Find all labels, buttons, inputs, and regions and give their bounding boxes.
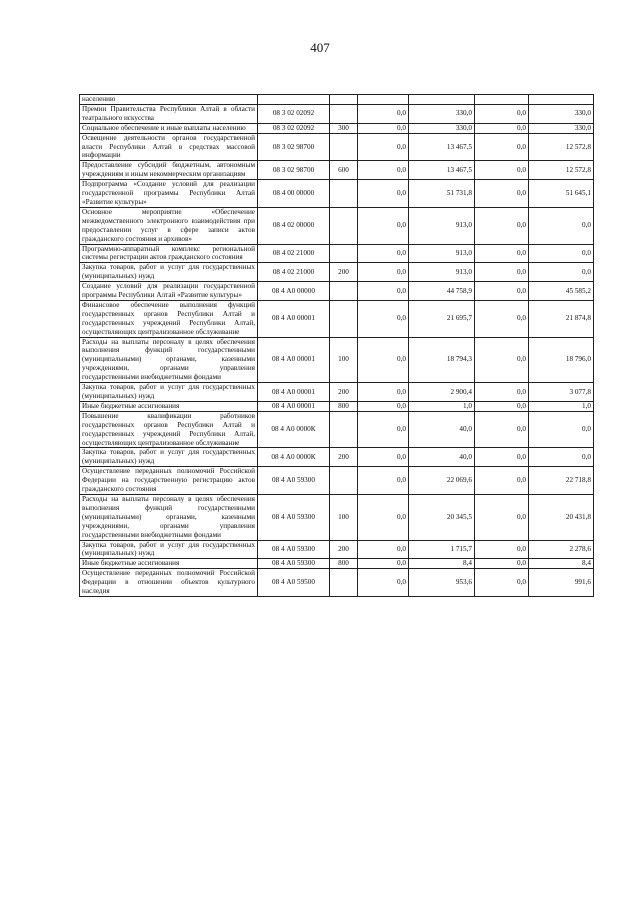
cell-amount-3: 0,0 <box>475 383 529 402</box>
budget-table <box>79 94 594 597</box>
cell-amount-1: 0,0 <box>358 383 409 402</box>
cell-amount-1: 0,0 <box>358 207 409 244</box>
cell-target-code: 08 4 А0 00001 <box>258 300 330 337</box>
cell-amount-4: 330,0 <box>529 104 594 123</box>
cell-target-code: 08 4 02 00000 <box>258 207 330 244</box>
cell-amount-1: 0,0 <box>358 282 409 301</box>
cell-amount-1: 0,0 <box>358 244 409 263</box>
cell-amount-2: 330,0 <box>409 123 475 133</box>
cell-amount-3: 0,0 <box>475 494 529 540</box>
cell-amount-4: 991,6 <box>529 569 594 597</box>
cell-amount-1 <box>358 95 409 105</box>
cell-amount-2: 51 731,8 <box>409 180 475 208</box>
cell-amount-1: 0,0 <box>358 559 409 569</box>
cell-amount-3: 0,0 <box>475 448 529 467</box>
cell-amount-2: 8,4 <box>409 559 475 569</box>
cell-amount-4: 45 585,2 <box>529 282 594 301</box>
cell-amount-1: 0,0 <box>358 123 409 133</box>
cell-expense-type: 300 <box>330 123 358 133</box>
table-row <box>80 104 594 123</box>
cell-amount-2 <box>409 95 475 105</box>
cell-name: Иные бюджетные ассигнования <box>80 559 258 569</box>
cell-amount-4: 12 572,8 <box>529 161 594 180</box>
cell-target-code: 08 4 00 00000 <box>258 180 330 208</box>
cell-amount-3: 0,0 <box>475 569 529 597</box>
cell-expense-type: 100 <box>330 337 358 383</box>
cell-amount-1: 0,0 <box>358 133 409 161</box>
cell-expense-type <box>330 411 358 448</box>
cell-amount-1: 0,0 <box>358 263 409 282</box>
cell-target-code: 08 4 А0 59300 <box>258 540 330 559</box>
table-row <box>80 300 594 337</box>
cell-amount-3: 0,0 <box>475 180 529 208</box>
cell-amount-1: 0,0 <box>358 180 409 208</box>
cell-amount-4: 330,0 <box>529 123 594 133</box>
cell-amount-3: 0,0 <box>475 104 529 123</box>
cell-amount-4: 18 796,0 <box>529 337 594 383</box>
cell-expense-type: 200 <box>330 383 358 402</box>
cell-amount-3: 0,0 <box>475 559 529 569</box>
table-row <box>80 540 594 559</box>
cell-name: Социальное обеспечение и иные выплаты населению <box>80 123 258 133</box>
cell-amount-4: 12 572,8 <box>529 133 594 161</box>
table-row <box>80 263 594 282</box>
cell-amount-2: 1,0 <box>409 401 475 411</box>
table-row <box>80 494 594 540</box>
cell-amount-4: 2 278,6 <box>529 540 594 559</box>
cell-target-code: 08 4 А0 00000 <box>258 282 330 301</box>
cell-amount-1: 0,0 <box>358 467 409 495</box>
cell-name: Закупка товаров, работ и услуг для государственных (муниципальных) нужд <box>80 448 258 467</box>
cell-expense-type <box>330 244 358 263</box>
cell-target-code: 08 3 02 02092 <box>258 104 330 123</box>
cell-amount-3: 0,0 <box>475 401 529 411</box>
cell-amount-3: 0,0 <box>475 411 529 448</box>
table-row <box>80 207 594 244</box>
cell-amount-2: 330,0 <box>409 104 475 123</box>
cell-target-code: 08 4 А0 00001 <box>258 383 330 402</box>
table-row <box>80 123 594 133</box>
cell-amount-1: 0,0 <box>358 401 409 411</box>
cell-amount-4: 21 874,8 <box>529 300 594 337</box>
cell-name: Иные бюджетные ассигнования <box>80 401 258 411</box>
cell-amount-2: 913,0 <box>409 207 475 244</box>
cell-expense-type <box>330 207 358 244</box>
cell-amount-4: 20 431,8 <box>529 494 594 540</box>
cell-amount-4: 0,0 <box>529 263 594 282</box>
cell-name: Расходы на выплаты персоналу в целях обеспечения выполнения функций государственными (муниципальными) органами, казенными учреждениями, органами управления государственными внебюджетными фондами <box>80 337 258 383</box>
cell-expense-type <box>330 569 358 597</box>
cell-amount-2: 953,6 <box>409 569 475 597</box>
table-row <box>80 448 594 467</box>
cell-name: Расходы на выплаты персоналу в целях обеспечения выполнения функций государственными (муниципальными) органами, казенными учреждениями, органами управления государственными внебюджетными фондами <box>80 494 258 540</box>
budget-table-body <box>80 95 594 597</box>
table-row <box>80 467 594 495</box>
cell-target-code: 08 3 02 98700 <box>258 161 330 180</box>
cell-expense-type <box>330 180 358 208</box>
cell-amount-4: 0,0 <box>529 207 594 244</box>
cell-amount-1: 0,0 <box>358 448 409 467</box>
cell-amount-2: 20 345,5 <box>409 494 475 540</box>
table-row <box>80 161 594 180</box>
cell-amount-1: 0,0 <box>358 494 409 540</box>
cell-amount-3: 0,0 <box>475 263 529 282</box>
cell-target-code: 08 3 02 02092 <box>258 123 330 133</box>
cell-expense-type: 200 <box>330 540 358 559</box>
cell-target-code: 08 4 02 21000 <box>258 263 330 282</box>
cell-target-code: 08 3 02 98700 <box>258 133 330 161</box>
cell-amount-4 <box>529 95 594 105</box>
cell-amount-2: 13 467,5 <box>409 133 475 161</box>
cell-expense-type: 200 <box>330 263 358 282</box>
table-row <box>80 180 594 208</box>
cell-name: Закупка товаров, работ и услуг для государственных (муниципальных) нужд <box>80 383 258 402</box>
cell-expense-type <box>330 133 358 161</box>
cell-amount-2: 18 794,3 <box>409 337 475 383</box>
cell-amount-3: 0,0 <box>475 467 529 495</box>
page-number: 407 <box>310 40 330 55</box>
cell-amount-4: 22 718,8 <box>529 467 594 495</box>
cell-amount-4: 1,0 <box>529 401 594 411</box>
cell-name: Создание условий для реализации государственной программы Республики Алтай «Развитие культуры» <box>80 282 258 301</box>
cell-target-code: 08 4 А0 00001 <box>258 401 330 411</box>
cell-amount-2: 21 695,7 <box>409 300 475 337</box>
cell-amount-4: 3 077,8 <box>529 383 594 402</box>
cell-amount-1: 0,0 <box>358 569 409 597</box>
cell-expense-type <box>330 282 358 301</box>
cell-name: Осуществление переданных полномочий Российской Федерации на государственную регистрацию актов гражданского состояния <box>80 467 258 495</box>
cell-expense-type <box>330 95 358 105</box>
cell-amount-3: 0,0 <box>475 300 529 337</box>
cell-target-code: 08 4 А0 00001 <box>258 337 330 383</box>
cell-name: Подпрограмма «Создание условий для реализации государственной программы Республики Алтай «Развитие культуры» <box>80 180 258 208</box>
cell-amount-3: 0,0 <box>475 161 529 180</box>
table-row <box>80 559 594 569</box>
table-row <box>80 337 594 383</box>
table-row <box>80 383 594 402</box>
cell-amount-2: 40,0 <box>409 448 475 467</box>
cell-amount-1: 0,0 <box>358 104 409 123</box>
table-row <box>80 133 594 161</box>
cell-target-code <box>258 95 330 105</box>
cell-amount-2: 913,0 <box>409 244 475 263</box>
table-row <box>80 95 594 105</box>
cell-amount-3: 0,0 <box>475 282 529 301</box>
cell-target-code: 08 4 А0 0000К <box>258 411 330 448</box>
cell-amount-2: 13 467,5 <box>409 161 475 180</box>
cell-name: Закупка товаров, работ и услуг для государственных (муниципальных) нужд <box>80 540 258 559</box>
cell-amount-2: 1 715,7 <box>409 540 475 559</box>
cell-amount-4: 8,4 <box>529 559 594 569</box>
cell-target-code: 08 4 02 21000 <box>258 244 330 263</box>
cell-amount-2: 44 758,9 <box>409 282 475 301</box>
cell-amount-3: 0,0 <box>475 207 529 244</box>
cell-name: Программно-аппаратный комплекс региональной системы регистрации актов гражданского состояния <box>80 244 258 263</box>
cell-amount-2: 913,0 <box>409 263 475 282</box>
cell-amount-2: 2 900,4 <box>409 383 475 402</box>
cell-amount-3: 0,0 <box>475 244 529 263</box>
table-row <box>80 244 594 263</box>
cell-expense-type <box>330 300 358 337</box>
cell-expense-type: 100 <box>330 494 358 540</box>
cell-expense-type: 200 <box>330 448 358 467</box>
cell-expense-type: 800 <box>330 559 358 569</box>
cell-target-code: 08 4 А0 59300 <box>258 467 330 495</box>
table-row <box>80 569 594 597</box>
cell-amount-4: 0,0 <box>529 448 594 467</box>
cell-amount-1: 0,0 <box>358 540 409 559</box>
cell-expense-type <box>330 467 358 495</box>
table-row <box>80 401 594 411</box>
cell-expense-type: 600 <box>330 161 358 180</box>
cell-amount-4: 51 645,1 <box>529 180 594 208</box>
cell-amount-1: 0,0 <box>358 161 409 180</box>
cell-name: Премии Правительства Республики Алтай в области театрального искусства <box>80 104 258 123</box>
table-row <box>80 411 594 448</box>
table-row <box>80 282 594 301</box>
cell-amount-3: 0,0 <box>475 540 529 559</box>
cell-amount-4: 0,0 <box>529 411 594 448</box>
cell-target-code: 08 4 А0 0000К <box>258 448 330 467</box>
cell-amount-3: 0,0 <box>475 337 529 383</box>
cell-name: Основное мероприятие «Обеспечение межведомственного электронного взаимодействия при предоставлении услуг в сфере записи актов гражданского состояния и архивов» <box>80 207 258 244</box>
cell-expense-type <box>330 104 358 123</box>
cell-amount-1: 0,0 <box>358 411 409 448</box>
cell-amount-4: 0,0 <box>529 244 594 263</box>
cell-amount-2: 40,0 <box>409 411 475 448</box>
cell-amount-1: 0,0 <box>358 337 409 383</box>
cell-name: населению <box>80 95 258 105</box>
cell-name: Освещение деятельности органов государственной власти Республики Алтай в средствах массовой информации <box>80 133 258 161</box>
cell-name: Закупка товаров, работ и услуг для государственных (муниципальных) нужд <box>80 263 258 282</box>
cell-name: Повышение квалификации работников государственных органов Республики Алтай и государственных учреждений Республики Алтай, осуществляющих централизованное обслуживание <box>80 411 258 448</box>
cell-target-code: 08 4 А0 59500 <box>258 569 330 597</box>
cell-amount-1: 0,0 <box>358 300 409 337</box>
cell-target-code: 08 4 А0 59300 <box>258 559 330 569</box>
cell-expense-type: 800 <box>330 401 358 411</box>
cell-name: Финансовое обеспечение выполнения функций государственных органов Республики Алтай и государственных учреждений Республики Алтай, осуществляющих централизованное обслуживание <box>80 300 258 337</box>
cell-amount-2: 22 069,6 <box>409 467 475 495</box>
cell-target-code: 08 4 А0 59300 <box>258 494 330 540</box>
cell-amount-3: 0,0 <box>475 133 529 161</box>
cell-amount-3 <box>475 95 529 105</box>
cell-name: Осуществление переданных полномочий Российской Федерации в отношении объектов культурного наследия <box>80 569 258 597</box>
cell-amount-3: 0,0 <box>475 123 529 133</box>
cell-name: Предоставление субсидий бюджетным, автономным учреждениям и иным некоммерческим организациям <box>80 161 258 180</box>
